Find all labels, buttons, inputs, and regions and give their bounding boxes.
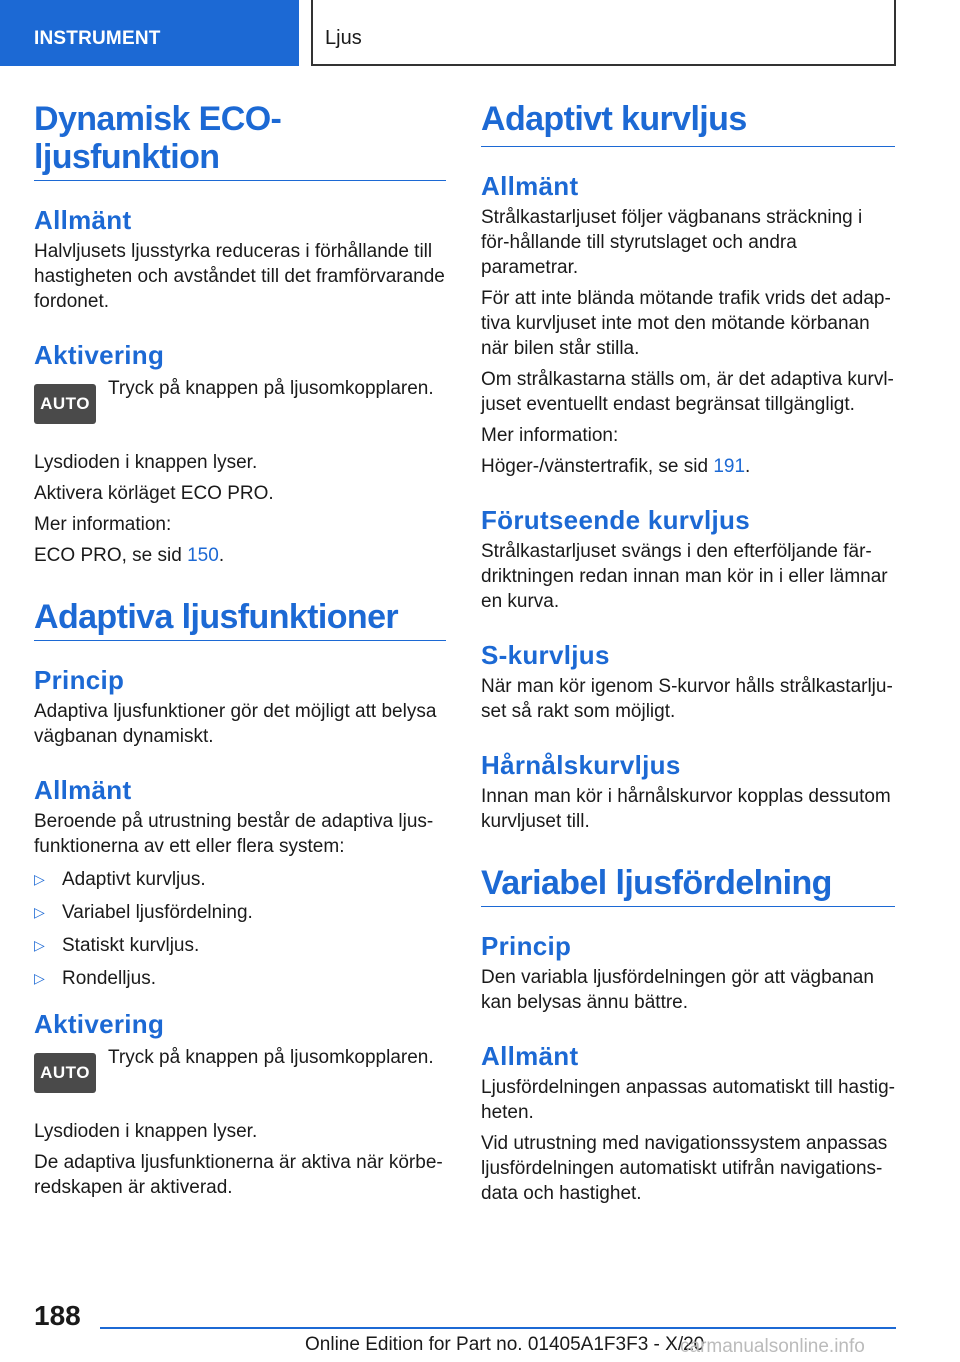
eco-activation-heading: Aktivering	[34, 340, 165, 370]
auto-button-icon	[34, 384, 96, 424]
adaptive-active-text: De adaptiva ljusfunktionerna är aktiva när körbe-redskapen är aktiverad.	[34, 1152, 443, 1198]
list-item	[34, 933, 446, 958]
adaptive-general-heading: Allmänt	[34, 775, 132, 805]
footer-divider	[100, 1327, 896, 1329]
hairpin-heading: Hårnålskurvljus	[481, 750, 681, 780]
curve-title: Adaptivt kurvljus	[481, 100, 895, 147]
eco-ref-text: ECO PRO, se sid	[34, 545, 188, 566]
chapter-tab	[0, 0, 299, 66]
triangle-bullet-icon: ▷	[34, 904, 45, 920]
chapter-title: INSTRUMENT	[34, 28, 161, 49]
list-item-label: Statiskt kurvljus.	[62, 935, 200, 956]
curve-ref-text: Höger-/vänstertrafik, se sid	[481, 456, 714, 477]
eco-mode-text: Aktivera körläget ECO PRO.	[34, 483, 274, 504]
auto-button-icon	[34, 1053, 96, 1093]
eco-section	[34, 100, 446, 568]
eco-title-line1: Dynamisk ECO-	[34, 100, 282, 138]
curve-ref-link[interactable]: 191	[713, 456, 746, 477]
s-curve-text: När man kör igenom S-kurvor hålls strålkastarlju-set så rakt som möjligt.	[481, 676, 893, 722]
variable-title: Variabel ljusfördelning	[481, 864, 895, 907]
eco-ref-end: .	[218, 545, 225, 566]
triangle-bullet-icon: ▷	[34, 970, 45, 986]
edition-text: Online Edition for Part no. 01405A1F3F3 - X/20	[305, 1334, 705, 1355]
variable-section	[481, 864, 895, 1206]
auto-button-label: AUTO	[40, 1063, 90, 1082]
eco-activation-row	[34, 374, 446, 446]
page-number: 188	[34, 1300, 81, 1331]
eco-reference	[34, 543, 446, 568]
eco-led-text: Lysdioden i knappen lyser.	[34, 452, 258, 473]
variable-p1: Ljusfördelningen anpassas automatiskt till hastig-heten.	[481, 1077, 896, 1123]
curve-section	[481, 100, 895, 834]
triangle-bullet-icon: ▷	[34, 871, 45, 887]
curve-more-info: Mer information:	[481, 425, 619, 446]
eco-more-info: Mer information:	[34, 514, 172, 535]
variable-p2: Vid utrustning med navigationssystem anpassas ljusfördelningen automatiskt utifrån navigations-data och hastighet.	[481, 1133, 888, 1204]
adaptive-activation-heading: Aktivering	[34, 1009, 165, 1039]
left-column	[34, 100, 446, 1206]
curve-p1: Strålkastarljuset följer vägbanans sträckning i för-hållande till styrutslaget och andra parametrar.	[481, 207, 863, 278]
curve-general-heading: Allmänt	[481, 171, 579, 201]
eco-activation-text: Tryck på knappen på ljusomkopplaren.	[108, 378, 434, 399]
variable-general-heading: Allmänt	[481, 1041, 579, 1071]
list-item	[34, 966, 446, 991]
topic-box	[311, 0, 896, 66]
adaptive-activation-row	[34, 1043, 446, 1115]
adaptive-activation-text: Tryck på knappen på ljusomkopplaren.	[108, 1047, 434, 1068]
curve-reference	[481, 454, 895, 479]
eco-general-text: Halvljusets ljusstyrka reduceras i förhållande till hastigheten och avståndet till det framförvarande fordonet.	[34, 241, 445, 312]
topic-title: Ljus	[325, 27, 362, 49]
adaptive-general-text: Beroende på utrustning består de adaptiva ljus-funktionerna av ett eller flera system:	[34, 811, 434, 857]
auto-button-label: AUTO	[40, 394, 90, 413]
variable-principle-heading: Princip	[481, 931, 572, 961]
triangle-bullet-icon: ▷	[34, 937, 45, 953]
list-item-label: Adaptivt kurvljus.	[62, 869, 206, 890]
list-item	[34, 900, 446, 925]
hairpin-text: Innan man kör i hårnålskurvor kopplas dessutom kurvljuset till.	[481, 786, 891, 832]
eco-title	[34, 100, 446, 181]
eco-ref-link[interactable]: 150	[187, 545, 219, 566]
list-item	[34, 867, 446, 892]
curve-p3: Om strålkastarna ställs om, är det adaptiva kurvl-juset eventuellt endast begränsat tillgängligt.	[481, 369, 894, 415]
right-column	[481, 100, 895, 1212]
eco-title-line2: ljusfunktion	[34, 138, 220, 176]
adaptive-principle-heading: Princip	[34, 665, 125, 695]
eco-general-heading: Allmänt	[34, 205, 132, 235]
list-item-label: Rondelljus.	[62, 968, 156, 989]
list-item-label: Variabel ljusfördelning.	[62, 902, 253, 923]
curve-p2: För att inte blända mötande trafik vrids det adap-tiva kurvljuset inte mot den mötande körbanan när bilen står stilla.	[481, 288, 891, 359]
watermark: carmanualsonline.info	[680, 1336, 865, 1357]
variable-principle-text: Den variabla ljusfördelningen gör att vägbanan kan belysas ännu bättre.	[481, 967, 874, 1013]
systems-list	[34, 867, 446, 991]
adaptive-section	[34, 598, 446, 1200]
adaptive-title: Adaptiva ljusfunktioner	[34, 598, 446, 641]
curve-ref-end: .	[745, 456, 751, 477]
adaptive-principle-text: Adaptiva ljusfunktioner gör det möjligt att belysa vägbanan dynamiskt.	[34, 701, 437, 747]
predictive-text: Strålkastarljuset svängs i den efterföljande fär-driktningen redan innan man kör in i eller lämnar en kurva.	[481, 541, 888, 612]
predictive-heading: Förutseende kurvljus	[481, 505, 750, 535]
adaptive-led-text: Lysdioden i knappen lyser.	[34, 1121, 258, 1142]
s-curve-heading: S-kurvljus	[481, 640, 610, 670]
